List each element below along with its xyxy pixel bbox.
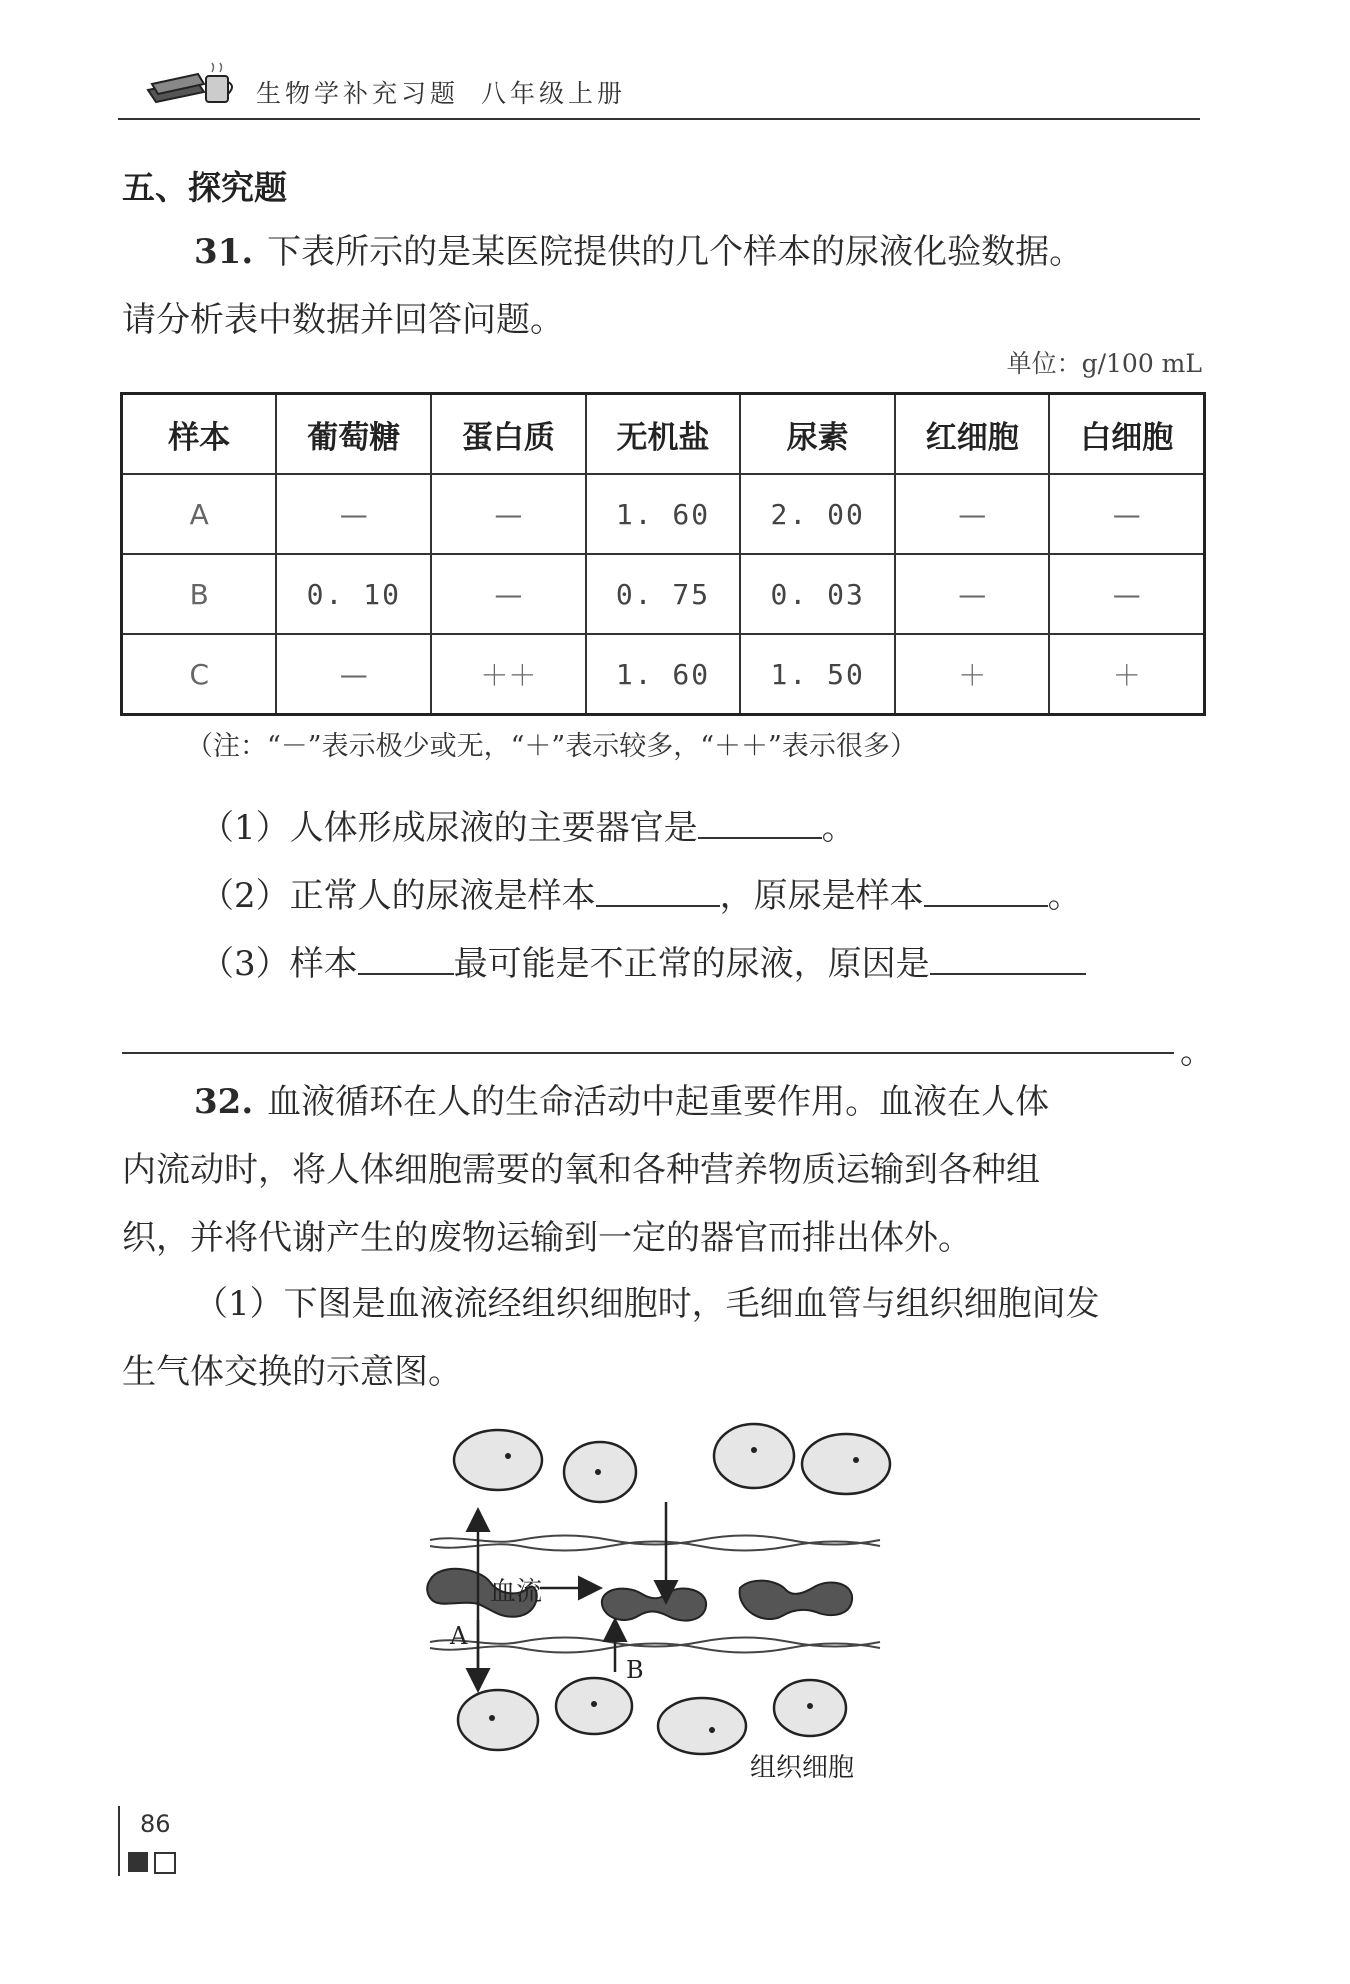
gas-exchange-diagram <box>420 1420 900 1780</box>
q32-stem-cont2 <box>122 1204 1202 1272</box>
col-header: 蛋白质 <box>431 394 585 475</box>
col-header: 葡萄糖 <box>276 394 431 475</box>
q31-sub2-end: 。 <box>1047 876 1082 916</box>
urine-data-table <box>120 392 1206 716</box>
table-row <box>122 634 1205 715</box>
table-unit: 单位：g/100 mL <box>1006 349 1202 378</box>
q31-sub3 <box>200 936 1086 985</box>
q32-stem-cont <box>122 1136 1202 1204</box>
tissue-cell <box>658 1698 746 1754</box>
table-cell: ＋＋ <box>431 634 585 715</box>
table-cell: — <box>431 474 585 554</box>
q32-sub1 <box>122 1270 1202 1338</box>
table-cell: 2. 00 <box>740 474 895 554</box>
table-cell: 0. 03 <box>740 554 895 634</box>
header-title <box>256 74 626 110</box>
footer-square-outline <box>154 1852 176 1874</box>
page-header <box>118 40 1200 120</box>
q31-sub2 <box>200 868 1082 917</box>
q31-sub2-text-b: ，原尿是样本 <box>719 876 924 916</box>
answer-blank[interactable] <box>358 943 454 975</box>
q31-sub1-end: 。 <box>821 808 856 848</box>
q31-sub2-text-a: （2）正常人的尿液是样本 <box>200 876 596 916</box>
col-header: 尿素 <box>740 394 895 475</box>
answer-blank[interactable] <box>924 875 1048 907</box>
col-header: 白细胞 <box>1049 394 1204 475</box>
q31-stem <box>122 218 1202 286</box>
table-cell: ＋ <box>895 634 1049 715</box>
q32-stem <box>122 1068 1202 1136</box>
col-header: 红细胞 <box>895 394 1049 475</box>
footer-square-filled <box>128 1852 148 1872</box>
table-cell: — <box>1049 474 1204 554</box>
tissue-cell <box>454 1430 542 1490</box>
books-and-cup-icon <box>144 62 240 108</box>
blood-cell <box>740 1581 853 1619</box>
q31-sub3-end: 。 <box>1180 1032 1214 1072</box>
book-grade: 八年级上册 <box>481 79 627 108</box>
table-cell: — <box>895 554 1049 634</box>
q32-text-line1: 血液循环在人的生命活动中起重要作用。血液在人体 <box>267 1082 1050 1122</box>
table-cell: — <box>276 474 431 554</box>
q32-sub1-line1: （1）下图是血液流经组织细胞时，毛细血管与组织细胞间发 <box>194 1284 1100 1324</box>
tissue-cell <box>458 1690 538 1750</box>
table-cell: 0. 75 <box>586 554 741 634</box>
table-cell: — <box>431 554 585 634</box>
q32-number: 32. <box>194 1082 254 1122</box>
table-note: （注：“－”表示极少或无，“＋”表示较多，“＋＋”表示很多） <box>186 731 917 762</box>
table-cell: C <box>122 634 277 715</box>
answer-blank[interactable] <box>596 875 720 907</box>
table-cell: 0. 10 <box>276 554 431 634</box>
page-number: 86 <box>140 1810 171 1838</box>
answer-blank[interactable] <box>698 807 822 839</box>
footer-bar <box>118 1806 120 1876</box>
tissue-cell <box>802 1434 890 1494</box>
tissue-cell <box>714 1424 794 1488</box>
book-title: 生物学补充习题 <box>256 79 460 108</box>
q31-number: 31. <box>194 232 254 272</box>
blood-cell <box>602 1588 706 1620</box>
label-a: A <box>450 1622 468 1650</box>
table-cell: — <box>276 634 431 715</box>
q31-text-line2: 请分析表中数据并回答问题。 <box>122 300 564 340</box>
q32-sub1-cont <box>122 1338 1202 1406</box>
table-cell: B <box>122 554 277 634</box>
table-cell: ＋ <box>1049 634 1204 715</box>
q31-text-line1: 下表所示的是某医院提供的几个样本的尿液化验数据。 <box>267 232 1084 272</box>
table-header-row <box>122 394 1205 475</box>
table-cell: — <box>1049 554 1204 634</box>
blood-flow-label: 血流 <box>490 1577 543 1607</box>
q32-text-line2: 内流动时，将人体细胞需要的氧和各种营养物质运输到各种组 <box>122 1150 1040 1190</box>
q32-text-line3: 织，并将代谢产生的废物运输到一定的器官而排出体外。 <box>122 1218 972 1258</box>
q32-sub1-line2: 生气体交换的示意图。 <box>122 1352 462 1392</box>
col-header: 样本 <box>122 394 277 475</box>
table-cell: 1. 60 <box>586 634 741 715</box>
q31-sub3-text-b: 最可能是不正常的尿液，原因是 <box>453 944 930 984</box>
table-cell: A <box>122 474 277 554</box>
label-b: B <box>626 1656 644 1684</box>
col-header: 无机盐 <box>586 394 741 475</box>
tissue-cells-label: 组织细胞 <box>750 1753 855 1780</box>
answer-line[interactable] <box>122 1052 1174 1054</box>
q31-sub1-text: （1）人体形成尿液的主要器官是 <box>200 808 698 848</box>
table-row <box>122 474 1205 554</box>
table-row <box>122 554 1205 634</box>
table-cell: 1. 50 <box>740 634 895 715</box>
section-title: 五、探究题 <box>122 168 287 207</box>
q31-sub1 <box>200 800 856 849</box>
table-cell: — <box>895 474 1049 554</box>
answer-blank[interactable] <box>930 943 1086 975</box>
table-cell: 1. 60 <box>586 474 741 554</box>
q31-sub3-text-a: （3）样本 <box>200 944 358 984</box>
